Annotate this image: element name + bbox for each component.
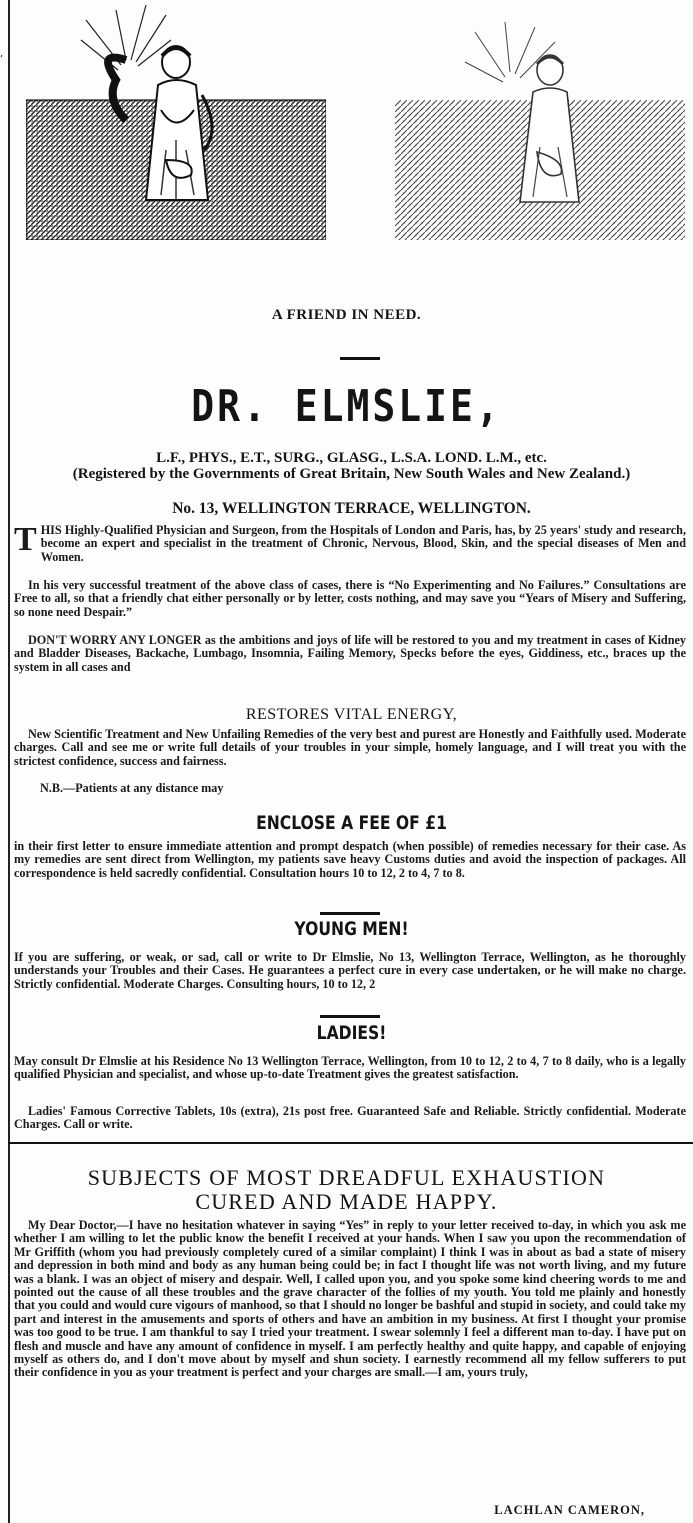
dont-worry-paragraph: DON'T WORRY ANY LONGER as the ambitions and joys of life will be restored to you and my treatment in cases of Kidney and Bladder Diseases, Backache, Lumbago, Insomnia, Failing Memory, Specks before the eyes, Giddiness, etc., braces up the system in all cases and	[14, 633, 686, 674]
divider-rule	[320, 912, 380, 915]
testimonial-letter: My Dear Doctor,—I have no hesitation whatever in saying “Yes” in reply to your letter received to-day, in which you ask me whether I am willing to let the public know the benefit I received at your hands. When I saw you upon the recommendation of Mr Griffith (whom you had previously completely cured of a similar complaint) I think I was in about as bad a state of misery and depression in both mind and body as any human being could be; in fact I thought life was not worth living, and my future was a blank. I was an object of misery and despair. Well, I called upon you, and you spoke some kind cheering words to me and pointed out the cause of all these troubles and the grave character of the follies of my youth. You told me plainly and honestly that you could and would cure vigours of manhood, so that I should no longer be bashful and stupid in society, and could take my part and interest in the amusements and sports of others and have an ambition in my business. At first I thought your promise was too good to be true. I am thankful to say I tried your treatment. I swear solemnly I feel a different man to-day. I have put on flesh and muscle and have any amount of confidence in myself. I am perfectly healthy and quite happy, and capable of enjoying myself as others do, and I don't move about by myself and shun society. I earnestly recommend all my fellow sufferers to put their confidence in you as your treatment is perfect and your charges are small.—I am, yours truly,	[14, 1218, 686, 1380]
fee-paragraph: in their first letter to ensure immediate attention and prompt despatch (when possible) of remedies necessary for their case. As my remedies are sent direct from Wellington, my patients save heavy Customs duties and avoid the inspection of packages. All correspondence is held sacredly confidential. Consultation hours 10 to 12, 2 to 4, 7 to 8.	[14, 839, 686, 880]
scientific-paragraph: New Scientific Treatment and New Unfailing Remedies of the very best and purest are Honestly and Faithfully used. Moderate charges. Call and see me or write full details of your troubles in your simple, homely language, and I will treat you with the strictest confidence, success and fairness.	[14, 727, 686, 768]
signature: LACHLAN CAMERON,	[494, 1503, 645, 1517]
intro-paragraph	[14, 521, 686, 564]
nb-paragraph: N.B.—Patients at any distance may	[40, 781, 224, 795]
young-men-heading: YOUNG MEN!	[294, 918, 409, 940]
illustration-left	[26, 0, 326, 240]
column-rule	[8, 0, 10, 1523]
success-paragraph: In his very successful treatment of the above class of cases, there is “No Experimenting and No Failures.” Consultations are Free to all, so that a friendly chat either personally or by letter, costs nothing, and may save you “Years of Misery and Suffering, so none need Despair.”	[14, 578, 686, 619]
intro-text: HIS Highly-Qualified Physician and Surgeon, from the Hospitals of London and Paris, has, by 25 years' study and research, become an expert and specialist in the treatment of Chronic, Nervous, Blood, Skin, and the special diseases of Men and Women.	[40, 523, 686, 564]
restores-heading: RESTORES VITAL ENERGY,	[245, 706, 458, 723]
address: No. 13, WELLINGTON TERRACE, WELLINGTON.	[172, 500, 531, 517]
section-rule	[8, 1142, 693, 1144]
drop-cap: T	[14, 521, 37, 558]
credentials: L.F., PHYS., E.T., SURG., GLASG., L.S.A. LOND. L.M., etc.	[156, 450, 547, 466]
young-men-paragraph: If you are suffering, or weak, or sad, call or write to Dr Elmslie, No 13, Wellington Terrace, Wellington, as he thoroughly understands your Troubles and their Cases. He guarantees a perfect cure in every case undertaken, or he will make no charge. Strictly confidential. Moderate Charges. Consulting hours, 10 to 12, 2	[14, 950, 686, 991]
advert-heading: A FRIEND IN NEED.	[271, 307, 422, 323]
divider-rule	[340, 357, 380, 360]
registration: (Registered by the Governments of Great Britain, New South Wales and New Zealand.)	[72, 466, 631, 482]
edge-mark: ,	[0, 48, 4, 59]
ladies-heading: LADIES!	[316, 1022, 387, 1044]
doctor-name: DR. ELMSLIE,	[191, 380, 502, 432]
tablets-paragraph: Ladies' Famous Corrective Tablets, 10s (extra), 21s post free. Guaranteed Safe and Reliable. Strictly confidential. Moderate Charges. Call or write.	[14, 1104, 686, 1132]
testimonial-heading-line2: CURED AND MADE HAPPY.	[195, 1189, 498, 1214]
testimonial-heading-line1: SUBJECTS OF MOST DREADFUL EXHAUSTION	[87, 1165, 606, 1190]
illustration-right	[395, 22, 685, 240]
divider-rule	[320, 1015, 380, 1018]
ladies-paragraph: May consult Dr Elmslie at his Residence No 13 Wellington Terrace, Wellington, from 10 to 12, 2 to 4, 7 to 8 daily, who is a legally qualified Physician and specialist, and whose up-to-date Treatment gives the greatest satisfaction.	[14, 1054, 686, 1082]
fee-heading: ENCLOSE A FEE OF £1	[256, 812, 447, 834]
